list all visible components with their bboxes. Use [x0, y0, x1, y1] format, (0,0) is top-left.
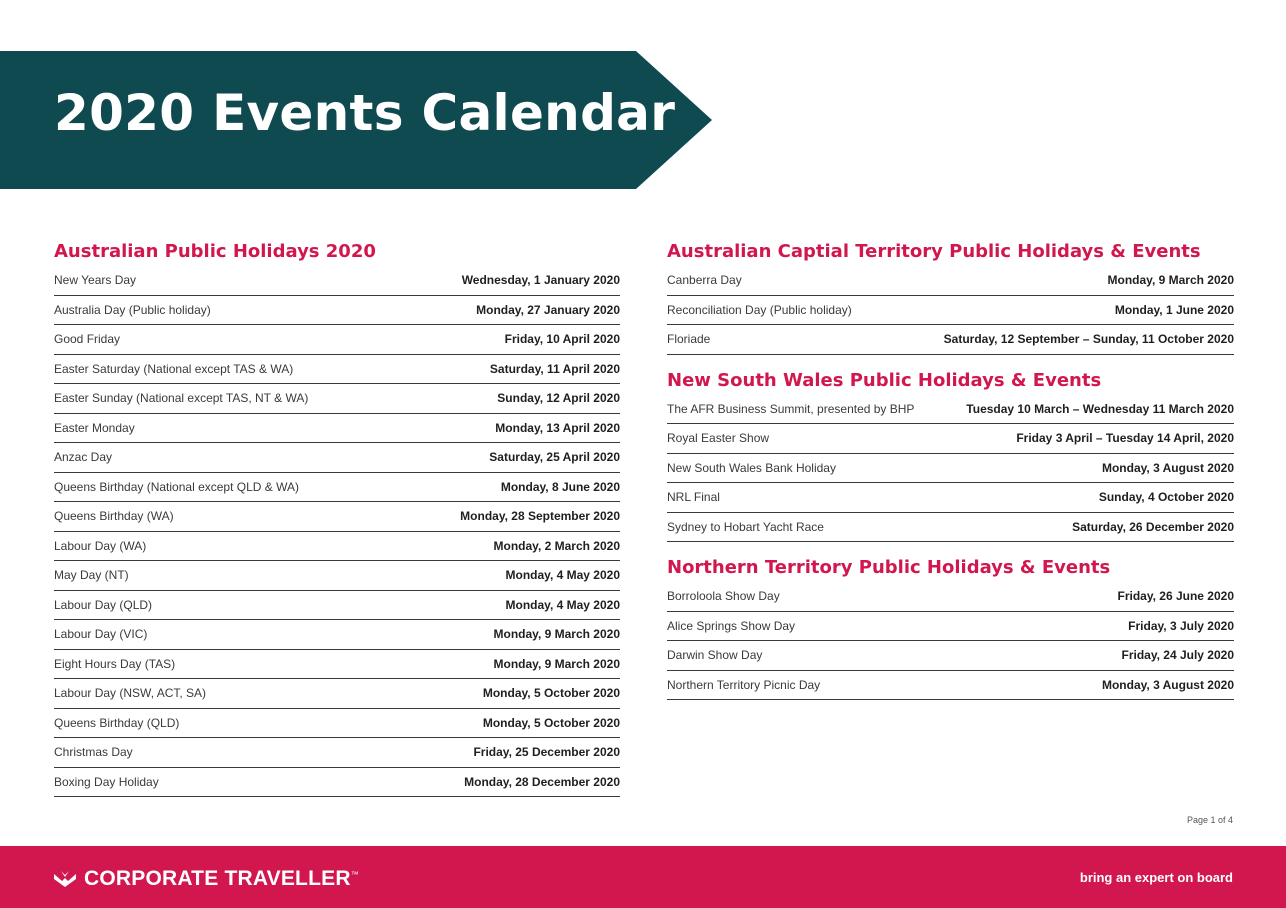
nt-events-list	[667, 582, 1234, 700]
event-name: May Day (NT)	[54, 568, 129, 583]
page-title: 2020 Events Calendar	[54, 84, 676, 142]
event-date: Monday, 13 April 2020	[495, 420, 620, 435]
bird-logo-icon	[54, 871, 76, 887]
event-row	[54, 650, 620, 680]
left-column	[54, 238, 620, 797]
event-row	[667, 513, 1234, 543]
event-date: Sunday, 12 April 2020	[497, 391, 620, 406]
event-row	[54, 679, 620, 709]
event-row	[667, 395, 1234, 425]
event-name: Labour Day (WA)	[54, 538, 147, 553]
event-row	[667, 325, 1234, 355]
event-name: Royal Easter Show	[667, 431, 770, 446]
right-column	[667, 238, 1234, 700]
event-row	[667, 641, 1234, 671]
event-name: New South Wales Bank Holiday	[667, 460, 836, 475]
event-row	[667, 266, 1234, 296]
event-date: Monday, 9 March 2020	[493, 627, 620, 642]
event-name: Labour Day (QLD)	[54, 597, 153, 612]
event-date: Monday, 9 March 2020	[493, 656, 620, 671]
event-name: Easter Saturday (National except TAS & WA)	[54, 361, 294, 376]
event-date: Monday, 8 June 2020	[500, 479, 620, 494]
event-date: Wednesday, 1 January 2020	[461, 273, 620, 288]
event-row	[54, 768, 620, 798]
event-row	[54, 738, 620, 768]
footer-bar	[0, 846, 1286, 908]
event-name: Floriade	[667, 332, 711, 347]
section-title-australian-holidays: Australian Public Holidays 2020	[54, 241, 376, 262]
corporate-traveller-logo	[54, 867, 359, 891]
tagline: bring an expert on board	[1079, 870, 1233, 885]
event-row	[54, 266, 620, 296]
event-date: Monday, 2 March 2020	[493, 538, 620, 553]
event-name: Labour Day (NSW, ACT, SA)	[54, 686, 207, 701]
event-row	[667, 582, 1234, 612]
event-row	[54, 414, 620, 444]
event-date: Monday, 4 May 2020	[505, 597, 620, 612]
event-row	[54, 591, 620, 621]
event-row	[54, 709, 620, 739]
event-row	[54, 325, 620, 355]
event-row	[54, 502, 620, 532]
event-name: Anzac Day	[54, 450, 113, 465]
event-date: Saturday, 12 September – Sunday, 11 October 2020	[943, 332, 1234, 347]
event-row	[54, 561, 620, 591]
event-date: Monday, 3 August 2020	[1101, 677, 1234, 692]
event-name: Easter Sunday (National except TAS, NT & WA)	[54, 391, 309, 406]
event-row	[54, 296, 620, 326]
page-number: Page 1 of 4	[1186, 815, 1233, 825]
event-date: Friday, 10 April 2020	[504, 332, 620, 347]
event-date: Friday 3 April – Tuesday 14 April, 2020	[1016, 431, 1234, 446]
event-row	[54, 443, 620, 473]
event-row	[667, 483, 1234, 513]
event-date: Monday, 4 May 2020	[505, 568, 620, 583]
section-title-act-events: Australian Captial Territory Public Holidays & Events	[667, 241, 1201, 262]
event-date: Monday, 1 June 2020	[1114, 302, 1234, 317]
event-row	[54, 620, 620, 650]
event-name: Northern Territory Picnic Day	[667, 677, 821, 692]
event-date: Friday, 24 July 2020	[1121, 648, 1234, 663]
event-date: Friday, 26 June 2020	[1117, 589, 1234, 604]
event-name: Borroloola Show Day	[667, 589, 780, 604]
event-row	[54, 532, 620, 562]
event-name: Eight Hours Day (TAS)	[54, 656, 176, 671]
event-row	[54, 384, 620, 414]
section-spacer	[667, 542, 1234, 554]
nsw-events-list	[667, 395, 1234, 543]
event-name: Queens Birthday (National except QLD & WA)	[54, 479, 299, 494]
event-date: Monday, 5 October 2020	[482, 686, 620, 701]
event-date: Saturday, 11 April 2020	[489, 361, 620, 376]
event-name: NRL Final	[667, 490, 720, 505]
event-date: Sunday, 4 October 2020	[1098, 490, 1234, 505]
event-name: New Years Day	[54, 273, 137, 288]
logo-wordmark: CORPORATE TRAVELLER™	[84, 867, 359, 890]
event-date: Monday, 3 August 2020	[1101, 460, 1234, 475]
event-row	[667, 454, 1234, 484]
australian-holidays-list	[54, 266, 620, 797]
event-name: Darwin Show Day	[667, 648, 763, 663]
event-row	[667, 671, 1234, 701]
event-name: Sydney to Hobart Yacht Race	[667, 519, 824, 534]
event-name: Canberra Day	[667, 273, 742, 288]
event-row	[667, 612, 1234, 642]
event-name: Christmas Day	[54, 745, 133, 760]
event-date: Monday, 27 January 2020	[476, 302, 620, 317]
event-name: Australia Day (Public holiday)	[54, 302, 211, 317]
event-name: Alice Springs Show Day	[667, 618, 796, 633]
event-date: Friday, 3 July 2020	[1128, 618, 1234, 633]
event-date: Friday, 25 December 2020	[473, 745, 620, 760]
event-name: Queens Birthday (WA)	[54, 509, 174, 524]
event-row	[54, 355, 620, 385]
event-date: Monday, 9 March 2020	[1107, 273, 1234, 288]
event-date: Saturday, 26 December 2020	[1072, 519, 1234, 534]
event-date: Monday, 28 December 2020	[464, 774, 620, 789]
section-title-nsw-events: New South Wales Public Holidays & Events	[667, 369, 1102, 391]
act-events-list	[667, 266, 1234, 355]
event-row	[667, 424, 1234, 454]
event-name: Boxing Day Holiday	[54, 774, 159, 789]
event-name: Reconciliation Day (Public holiday)	[667, 302, 852, 317]
event-date: Monday, 5 October 2020	[482, 715, 620, 730]
section-title-nt-events: Northern Territory Public Holidays & Events	[667, 557, 1111, 578]
event-row	[54, 473, 620, 503]
event-name: Queens Birthday (QLD)	[54, 715, 180, 730]
event-date: Tuesday 10 March – Wednesday 11 March 2020	[966, 401, 1234, 416]
event-row	[667, 296, 1234, 326]
event-date: Saturday, 25 April 2020	[489, 450, 620, 465]
event-name: Labour Day (VIC)	[54, 627, 148, 642]
event-name: Easter Monday	[54, 420, 135, 435]
section-spacer	[667, 355, 1234, 367]
event-name: Good Friday	[54, 332, 121, 347]
event-name: The AFR Business Summit, presented by BHP	[667, 401, 915, 416]
event-date: Monday, 28 September 2020	[460, 509, 620, 524]
